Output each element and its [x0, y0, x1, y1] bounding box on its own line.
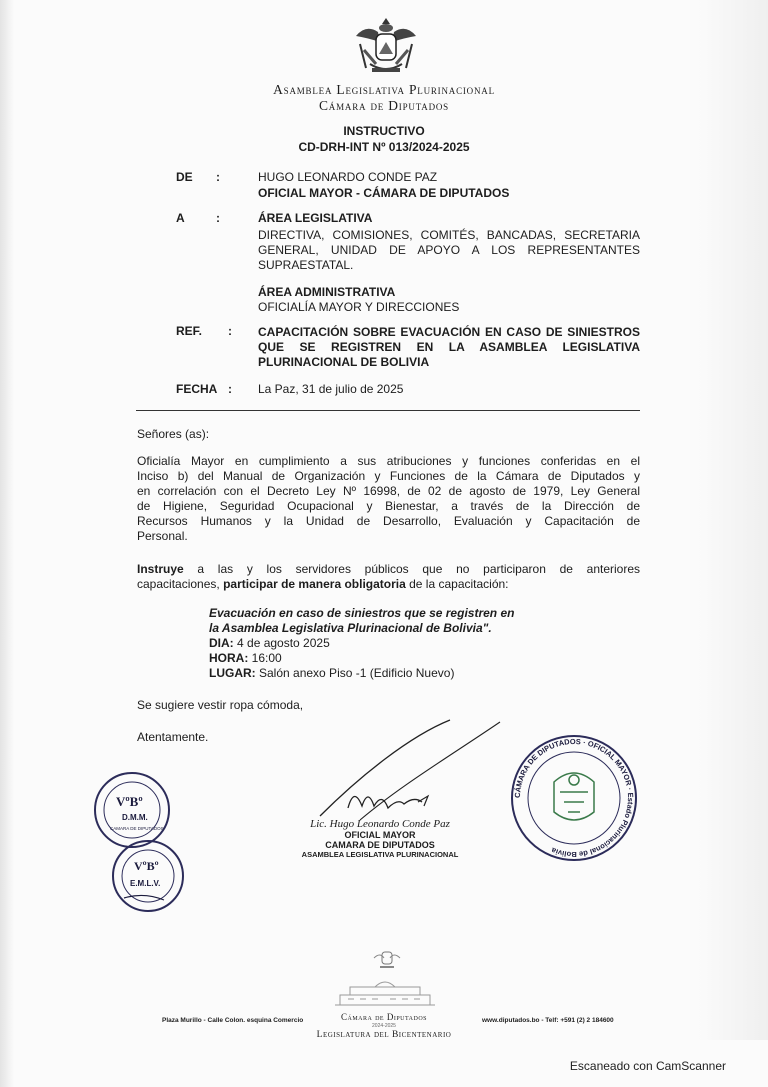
closing-text: Atentamente.: [137, 730, 209, 744]
a-area-legislative-line3: SUPRAESTATAL.: [258, 258, 354, 272]
event-place-label: LUGAR:: [209, 666, 256, 680]
header-divider: [136, 410, 640, 411]
de-role: OFICIAL MAYOR - CÁMARA DE DIPUTADOS: [258, 186, 510, 200]
event-time: [209, 651, 514, 666]
footer-legislature: Legislatura del Bicentenario: [316, 1030, 452, 1040]
salutation: Señores (as):: [137, 427, 210, 441]
a-label: A: [176, 211, 185, 225]
a-colon: :: [216, 211, 220, 225]
paragraph-2-text-1: a las y los servidores públicos que no participaron de anteriores: [183, 562, 640, 576]
seal-ring-textpath: CÁMARA DE DIPUTADOS · OFICIAL MAYOR · Estado Plurinacional de Bolivia: [512, 736, 636, 860]
de-colon: :: [216, 170, 220, 184]
footer-period: 2024-2025: [372, 1023, 396, 1029]
event-day-label: DIA:: [209, 636, 234, 650]
seal-ring-text: [513, 737, 635, 859]
signature-role-2: CAMARA DE DIPUTADOS: [325, 840, 435, 850]
ref-line2: QUE SE REGISTREN EN LA ASAMBLEA LEGISLATIVA: [258, 340, 640, 354]
event-day-value: 4 de agosto 2025: [233, 636, 330, 650]
instruye-word: Instruye: [137, 562, 184, 576]
paragraph-1-line-4: de Higiene, Seguridad Ocupacional y Bienestar, a través de la Dirección de: [137, 499, 640, 513]
document-type-title: INSTRUCTIVO: [343, 124, 425, 138]
approval-stamp-emlv: [110, 838, 186, 914]
event-title-line-2: la Asamblea Legislativa Plurinacional de Bolivia".: [209, 621, 492, 635]
handwritten-signature-icon: [300, 716, 520, 826]
camscanner-watermark: Escaneado con CamScanner: [569, 1059, 726, 1073]
paragraph-2-text-3: de la capacitación:: [405, 577, 509, 591]
paragraph-2: [137, 562, 640, 592]
paragraph-1-line-2: Inciso b) del Manual de Organización y Funciones de la Cámara de Diputados y: [137, 469, 640, 483]
footer-building-icon: [330, 975, 440, 1009]
de-label: DE: [176, 170, 193, 184]
stamp1-org: CAMARA DE DIPUTADOS: [110, 826, 164, 831]
event-title-line-1: Evacuación en caso de siniestros que se registren en: [209, 606, 515, 620]
header-assembly-name: Asamblea Legislativa Plurinacional: [273, 82, 495, 97]
header-chamber-name: Cámara de Diputados: [319, 98, 449, 113]
paragraph-1: [137, 454, 640, 544]
scan-right-shadow: [698, 0, 768, 1040]
event-details: [209, 606, 514, 681]
a-area-administrative-text: OFICIALÍA MAYOR Y DIRECCIONES: [258, 300, 460, 314]
footer-chamber: Cámara de Diputados: [340, 1012, 428, 1022]
event-place: [209, 666, 514, 681]
event-day: [209, 636, 514, 651]
footer-crest-icon: [372, 950, 402, 972]
suggestion-text: Se sugiere vestir ropa cómoda,: [137, 698, 304, 712]
a-area-legislative-line1: DIRECTIVA, COMISIONES, COMITÉS, BANCADAS, SECRETARIA: [258, 228, 640, 242]
fecha-value: La Paz, 31 de julio de 2025: [258, 382, 404, 396]
ref-line3: PLURINACIONAL DE BOLIVIA: [258, 355, 430, 369]
document-code: CD-DRH-INT Nº 013/2024-2025: [298, 140, 470, 154]
paragraph-2-line-1: [137, 562, 640, 577]
signature-role-3: ASAMBLEA LEGISLATIVA PLURINACIONAL: [301, 850, 459, 859]
fecha-label: FECHA: [176, 382, 218, 396]
signature-role-1: OFICIAL MAYOR: [344, 830, 416, 840]
paragraph-1-line-6: Personal.: [137, 529, 188, 543]
de-name: HUGO LEONARDO CONDE PAZ: [258, 170, 438, 184]
a-area-administrative-title: ÁREA ADMINISTRATIVA: [258, 285, 396, 299]
event-place-value: Salón anexo Piso -1 (Edificio Nuevo): [255, 666, 455, 680]
signature-name: Lic. Hugo Leonardo Conde Paz: [310, 818, 450, 830]
ref-line1: CAPACITACIÓN SOBRE EVACUACIÓN EN CASO DE SINIESTROS: [258, 325, 640, 339]
paragraph-1-line-3: en correlación con el Decreto Ley Nº 16998, de 02 de agosto de 1979, Ley General: [137, 484, 640, 498]
paragraph-2-line-2: [137, 577, 640, 592]
ref-label: REF.: [176, 324, 203, 338]
paragraph-1-line-1: Oficialía Mayor en cumplimiento a sus atribuciones y funciones conferidas en el: [137, 454, 640, 468]
stamp2-initials: E.M.L.V.: [130, 879, 161, 888]
mandatory-phrase: participar de manera obligatoria: [223, 577, 406, 591]
stamp1-vobo: VºBº: [116, 794, 143, 809]
official-seal: [508, 732, 640, 864]
coat-of-arms-icon: [350, 14, 422, 80]
footer-contact: www.diputados.bo - Telf: +591 (2) 2 184600: [482, 1017, 614, 1024]
fecha-colon: :: [228, 382, 232, 396]
ref-colon: :: [228, 324, 232, 338]
stamp1-initials: D.M.M.: [122, 813, 148, 822]
paragraph-1-line-5: Recursos Humanos y la Unidad de Desarrollo, Evaluación y Capacitación de: [137, 514, 640, 528]
event-time-value: 16:00: [248, 651, 282, 665]
a-area-legislative-line2: GENERAL, UNIDAD DE APOYO A LOS REPRESENTANTES: [258, 243, 640, 257]
stamp2-vobo: VºBº: [134, 859, 159, 873]
paragraph-2-text-2: capacitaciones,: [137, 577, 224, 591]
footer-address: Plaza Murillo - Calle Colon. esquina Comercio: [162, 1017, 304, 1024]
event-time-label: HORA:: [209, 651, 249, 665]
a-area-legislative-title: ÁREA LEGISLATIVA: [258, 211, 373, 225]
scan-edge-shadow: [0, 0, 14, 1087]
